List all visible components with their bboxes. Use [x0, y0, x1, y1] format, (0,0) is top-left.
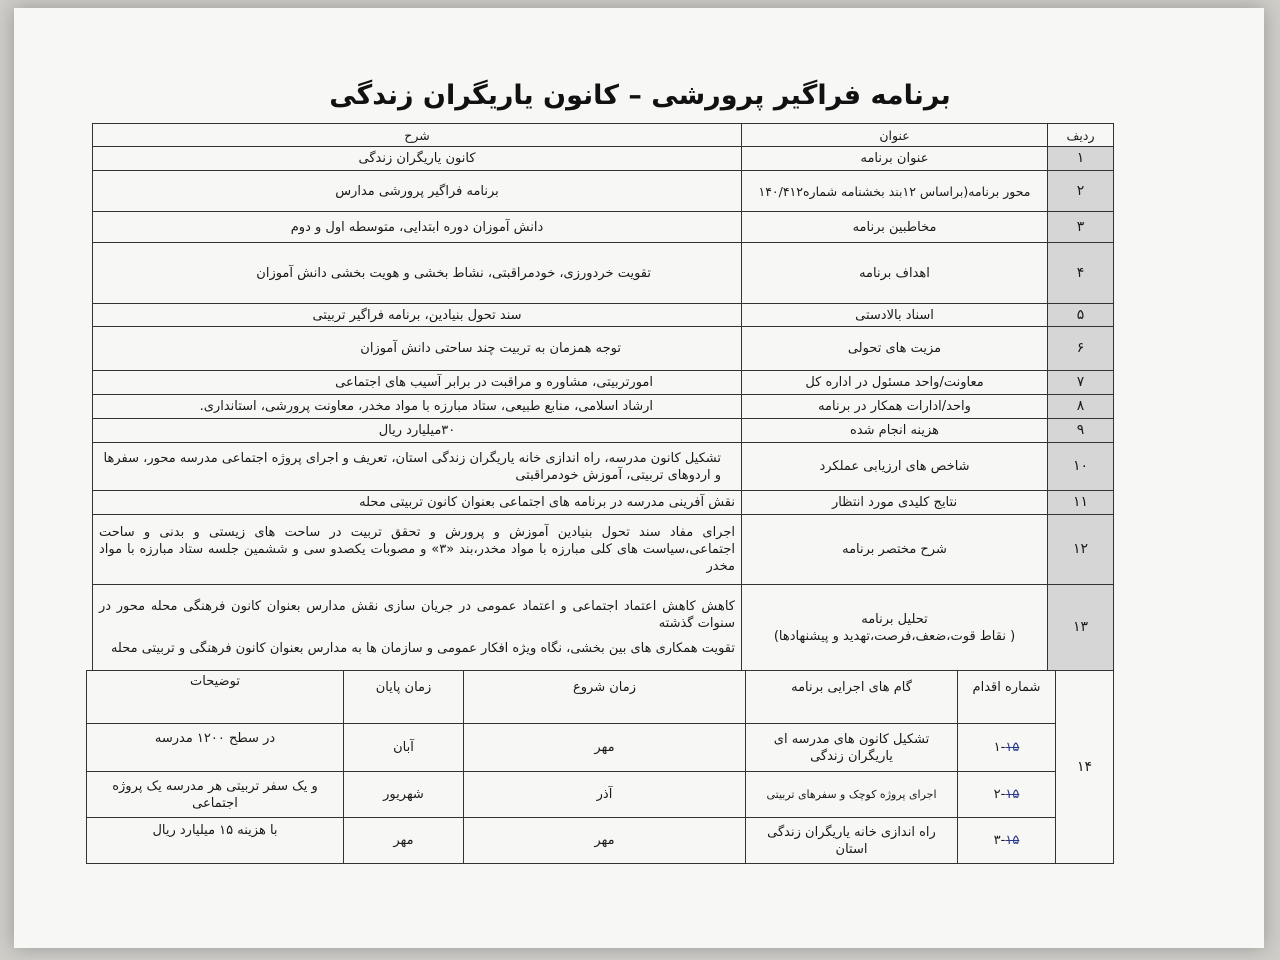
action-no: ۱-: [993, 740, 1006, 755]
table-row: [93, 327, 1114, 371]
struck-number: ۱۵: [1005, 833, 1020, 848]
row-subject: شاخص های ارزیابی عملکرد: [742, 443, 1048, 491]
step-title: اجرای پروژه کوچک و سفرهای تربیتی: [746, 772, 958, 818]
steps-table: [86, 670, 1114, 864]
table-row: [93, 395, 1114, 419]
header-row-no: ردیف: [1048, 124, 1114, 147]
step-notes: در سطح ۱۲۰۰ مدرسه: [87, 724, 344, 772]
table-header-row: [93, 124, 1114, 147]
row-description: تقویت خردورزی، خودمراقبتی، نشاط بخشی و هویت بخشی دانش آموزان: [93, 243, 742, 304]
row-subject-note: ( نقاط قوت،ضعف،فرصت،تهدید و پیشنهادها): [773, 628, 1016, 644]
program-table: [92, 123, 1114, 671]
row-description: امورتربیتی، مشاوره و مراقبت در برابر آسیب های اجتماعی: [93, 371, 742, 395]
table-row: [93, 304, 1114, 327]
step-start: مهر: [464, 724, 746, 772]
row-number: ۶: [1048, 327, 1114, 371]
step-notes: با هزینه ۱۵ میلیارد ریال: [87, 818, 344, 864]
action-no: ۳-: [993, 833, 1006, 848]
table-row: [93, 491, 1114, 515]
action-no: ۲-: [993, 787, 1006, 802]
step-title: تشکیل کانون های مدرسه ای یاریگران زندگی: [746, 724, 958, 772]
row-description: ۳۰میلیارد ریال: [93, 419, 742, 443]
row-description: نقش آفرینی مدرسه در برنامه های اجتماعی بعنوان کانون تربیتی محله: [93, 491, 742, 515]
row-number: ۹: [1048, 419, 1114, 443]
table-row: [93, 443, 1114, 491]
steps-row: [87, 724, 1114, 772]
table-row: [93, 419, 1114, 443]
step-end: شهریور: [344, 772, 464, 818]
struck-number: ۱۵: [1005, 787, 1020, 802]
row-number: ۸: [1048, 395, 1114, 419]
row-subject: مخاطبین برنامه: [742, 212, 1048, 243]
row-subject: معاونت/واحد مسئول در اداره کل: [742, 371, 1048, 395]
row-subject: نتایج کلیدی مورد انتظار: [742, 491, 1048, 515]
step-end: آبان: [344, 724, 464, 772]
row-subject: اهداف برنامه: [742, 243, 1048, 304]
row-number: ۴: [1048, 243, 1114, 304]
row-subject: مزیت های تحولی: [742, 327, 1048, 371]
steps-row: [87, 772, 1114, 818]
row-number: ۱۱: [1048, 491, 1114, 515]
row-description: تشکیل کانون مدرسه، راه اندازی خانه یاریگران زندگی استان، تعریف و اجرای پروژه اجتماعی مدرسه محور، سفرها و اردوهای تربیتی، آموزش خودمراقبتی: [93, 443, 742, 491]
table-row: [93, 371, 1114, 395]
row-subject: محور برنامه(براساس ۱۲بند بخشنامه شماره۱۴۰/۴۱۲: [742, 171, 1048, 212]
step-title: راه اندازی خانه یاریگران زندگی استان: [746, 818, 958, 864]
header-description: شرح: [93, 124, 742, 147]
table-row: [93, 515, 1114, 585]
row-description: دانش آموزان دوره ابتدایی، متوسطه اول و دوم: [93, 212, 742, 243]
header-notes: توضیحات: [87, 671, 344, 724]
row-description: کاهش کاهش اعتماد اجتماعی و اعتماد عمومی در جریان سازی نقش مدارس بعنوان کانون فرهنگی محله محور در سنوات گذشته: [99, 599, 735, 631]
table-row: [93, 212, 1114, 243]
action-no-cell: [958, 772, 1056, 818]
row-number: ۷: [1048, 371, 1114, 395]
action-no-cell: [958, 818, 1056, 864]
row-number: ۵: [1048, 304, 1114, 327]
row-number: ۱۳: [1048, 585, 1114, 671]
row-description: توجه همزمان به تربیت چند ساحتی دانش آموزان: [93, 327, 742, 371]
row-subject: شرح مختصر برنامه: [742, 515, 1048, 585]
header-end: زمان پایان: [344, 671, 464, 724]
struck-number: ۱۵: [1005, 740, 1020, 755]
row-number: ۱۰: [1048, 443, 1114, 491]
row-description: ارشاد اسلامی، منابع طبیعی، ستاد مبارزه با مواد مخدر، معاونت پرورشی، استانداری.: [93, 395, 742, 419]
row-description: برنامه فراگیر پرورشی مدارس: [93, 171, 742, 212]
row-subject: تحلیل برنامه: [861, 611, 928, 627]
row-subject: هزینه انجام شده: [742, 419, 1048, 443]
row-subject: عنوان برنامه: [742, 147, 1048, 171]
row-number: ۲: [1048, 171, 1114, 212]
row-number: ۳: [1048, 212, 1114, 243]
table-row: [93, 147, 1114, 171]
header-step: گام های اجرایی برنامه: [746, 671, 958, 724]
row-number: ۱: [1048, 147, 1114, 171]
row-number: ۱۲: [1048, 515, 1114, 585]
row-description-2: تقویت همکاری های بین بخشی، نگاه ویژه افکار عمومی و سازمان ها به مدارس بعنوان کانون فرهنگی و تربیتی محله: [110, 641, 735, 656]
row-subject: واحد/ادارات همکار در برنامه: [742, 395, 1048, 419]
step-start: مهر: [464, 818, 746, 864]
action-no-cell: [958, 724, 1056, 772]
header-subject: عنوان: [742, 124, 1048, 147]
table-row: [93, 585, 1114, 671]
steps-row: [87, 818, 1114, 864]
header-start: زمان شروع: [464, 671, 746, 724]
row-subject: اسناد بالادستی: [742, 304, 1048, 327]
step-start: آذر: [464, 772, 746, 818]
table-row: [93, 243, 1114, 304]
row-number: ۱۴: [1056, 671, 1114, 864]
row-description-cell: [93, 585, 742, 671]
row-description: سند تحول بنیادین، برنامه فراگیر تربیتی: [93, 304, 742, 327]
row-description: کانون یاریگران زندگی: [93, 147, 742, 171]
header-action-no: شماره اقدام: [958, 671, 1056, 724]
step-notes: و یک سفر تربیتی هر مدرسه یک پروژه اجتماعی: [87, 772, 344, 818]
row-subject-cell: [742, 585, 1048, 671]
row-description: اجرای مفاد سند تحول بنیادین آموزش و پرورش و تحقق تربیت در ساحت های زیستی و بدنی و ساحت اجتماعی،سیاست های کلی مبارزه با مواد مخدر،بند «۳» و مصوبات یکصدو سی و ششمین جلسه ستاد مبارزه با مواد مخدر: [93, 515, 742, 585]
table-row: [93, 171, 1114, 212]
step-end: مهر: [344, 818, 464, 864]
page-title: برنامه فراگیر پرورشی – کانون یاریگران زندگی: [329, 80, 951, 111]
steps-header-row: [87, 671, 1114, 724]
